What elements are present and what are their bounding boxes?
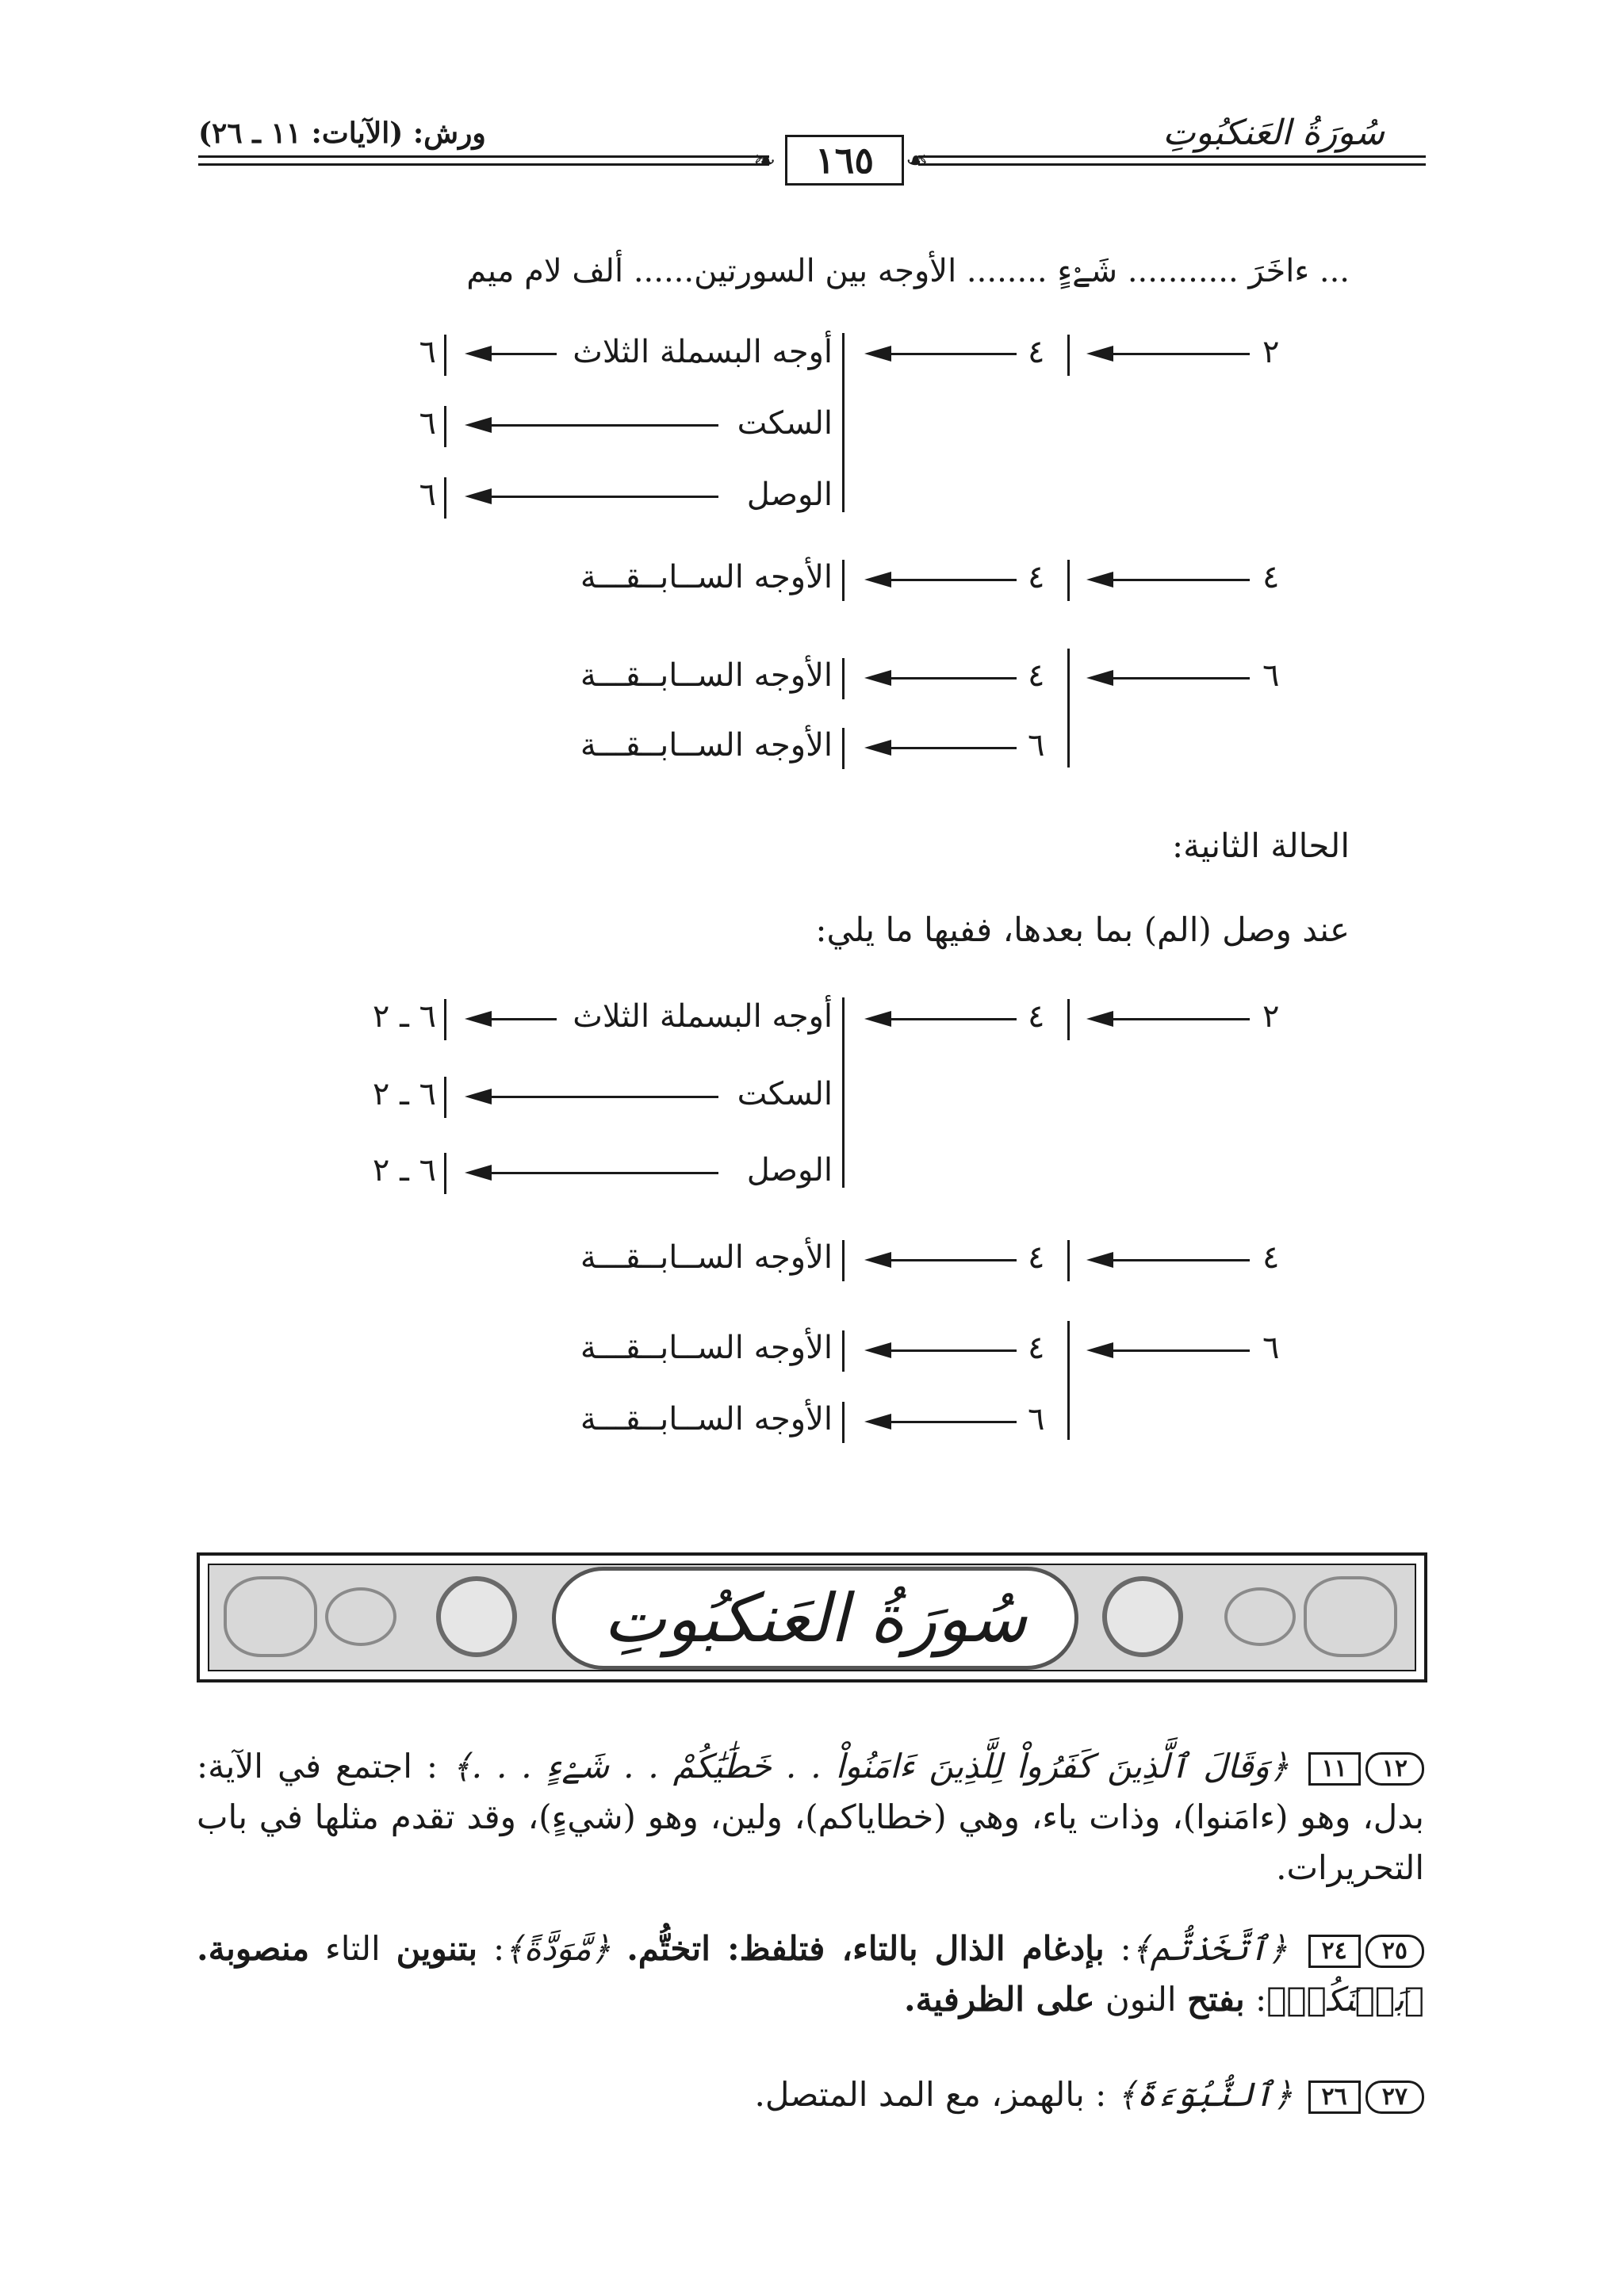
d1-res-arrow-2-head bbox=[465, 417, 492, 433]
d1-col3-bracket-4b bbox=[842, 560, 845, 601]
d2-arrow-c2c-head bbox=[864, 1342, 891, 1358]
surah-banner bbox=[197, 1552, 1427, 1682]
d2-arrow-6-head bbox=[1086, 1342, 1113, 1358]
d2-arrow-c2b-head bbox=[864, 1252, 891, 1268]
d1-res-bracket-1 bbox=[444, 335, 446, 376]
verse-number-warsh: ٢٥ bbox=[1365, 1935, 1424, 1968]
d1-arrow-c2d-head bbox=[864, 740, 891, 756]
quran-quote: ﴿ٱلنُّبُوٓءَةَ﴾ bbox=[1116, 2075, 1293, 2114]
note-text: التاء bbox=[309, 1929, 396, 1968]
d2-res-arrow-1-head bbox=[465, 1011, 492, 1027]
d1-col1-4: ٤ bbox=[1262, 559, 1280, 595]
d1-res-arrow-2-shaft bbox=[488, 424, 718, 427]
d2-arrow-1-shaft bbox=[1110, 1018, 1250, 1020]
quran-quote: ﴿ٱتَّخَذتُّم﴾ bbox=[1131, 1929, 1288, 1968]
d2-result-3: ٦ ـ ٢ bbox=[372, 1152, 436, 1189]
page-number-right-ornament: ❧ bbox=[906, 145, 929, 177]
header-rule-right-top bbox=[918, 155, 1426, 158]
d1-item-wasl: الوصل bbox=[746, 477, 833, 513]
d2-arrow-1-head bbox=[1086, 1011, 1113, 1027]
d2-res-arrow-2-shaft bbox=[488, 1096, 718, 1098]
note-2 bbox=[197, 1924, 1424, 2025]
note-text: النون bbox=[1094, 1980, 1187, 2019]
left-arabesque-ornament bbox=[224, 1576, 317, 1657]
d1-col3-bracket bbox=[842, 333, 845, 512]
d1-arrow-c2d-shaft bbox=[888, 747, 1017, 749]
d2-col3-bracket-6 bbox=[842, 1402, 845, 1443]
quran-quote: ﴿وَقَالَ ٱلَّذِينَ كَفَرُواْ لِلَّذِينَ ءَامَنُواْ . . خَطَٰيَٰكُمْ . . شَےْءٍ . . .﴾ bbox=[452, 1747, 1289, 1786]
note-bold: بتنوين bbox=[396, 1929, 478, 1968]
d2-arrow-c2c-shaft bbox=[888, 1349, 1017, 1352]
d2-item-basmala: أوجه البسملة الثلاث bbox=[573, 998, 833, 1035]
note-text: : بالهمز، مع المد المتصل. bbox=[754, 2075, 1107, 2114]
d2-col1-6: ٦ bbox=[1262, 1330, 1280, 1366]
d2-res-arrow-1-shaft bbox=[488, 1018, 557, 1020]
running-riwaya-range: ورش: (الآيات: ١١ ـ ٢٦) bbox=[198, 117, 486, 150]
d1-arrow-6-shaft bbox=[1110, 677, 1250, 679]
d2-col2-bracket-1 bbox=[1067, 999, 1070, 1040]
d1-arrow-c2a-head bbox=[864, 346, 891, 362]
d1-arrow-c2c-shaft bbox=[888, 677, 1017, 679]
d1-col3-bracket-6 bbox=[842, 728, 845, 769]
intro-line: ... ءاخَرَ ........... شَےْءٍ ........ الأوجه بين السورتين...... ألف لام ميم bbox=[466, 253, 1350, 289]
verse-number-warsh: ٢٧ bbox=[1365, 2081, 1424, 2114]
note-bold: بإدغام الذال بالتاء، فتلفظ: اتختُّم. bbox=[626, 1929, 1105, 1968]
note-bold: على الظرفية. bbox=[903, 1980, 1095, 2019]
d1-arrow-1-head bbox=[1086, 346, 1113, 362]
note-text: : bbox=[1104, 1929, 1132, 1968]
header-rule-right-bottom bbox=[918, 163, 1426, 166]
d1-item-basmala: أوجه البسملة الثلاث bbox=[573, 334, 833, 370]
d1-result-3: ٦ bbox=[419, 477, 436, 513]
left-ring-ornament bbox=[436, 1576, 517, 1657]
note-text: : bbox=[477, 1929, 505, 1968]
d2-col2-bracket-3 bbox=[1067, 1321, 1070, 1440]
d2-col2-4a: ٤ bbox=[1028, 998, 1045, 1035]
quran-quote: ﴿بَيۡنَكُمۡ﴾ bbox=[1266, 1980, 1424, 2019]
section2-intro: عند وصل (الم) بما بعدها، ففيها ما يلي: bbox=[815, 910, 1350, 949]
d2-prev-1: الأوجه الســابــقـــة bbox=[580, 1239, 833, 1276]
d2-col3-bracket-4c bbox=[842, 1330, 845, 1372]
d1-col1-2: ٢ bbox=[1262, 334, 1280, 370]
d2-col2-6: ٦ bbox=[1028, 1401, 1045, 1437]
note-text: : اجتمع في الآية: بدل، وهو (ءامَنوا)، وذات ياء، وهي (خطاياكم)، ولين، وهو (شيءٍ)، وقد تقدم مثلها في باب التحريرات. bbox=[197, 1747, 1424, 1887]
left-arabesque-ornament-inner bbox=[325, 1587, 396, 1646]
verse-number-warsh: ١٢ bbox=[1365, 1752, 1424, 1786]
d2-item-wasl: الوصل bbox=[746, 1152, 833, 1189]
header-rule-left-top bbox=[198, 155, 769, 158]
surah-banner-title: سُورَةُ العَنكبُوتِ bbox=[552, 1567, 1078, 1670]
d1-prev-2: الأوجه الســابــقـــة bbox=[580, 657, 833, 694]
d1-res-bracket-3 bbox=[444, 477, 446, 519]
header-rule-left-bottom bbox=[198, 163, 769, 166]
running-surah-title: سُورَةُ العَنكبُوتِ bbox=[1162, 113, 1385, 153]
d2-res-arrow-3-head bbox=[465, 1165, 492, 1181]
right-arabesque-ornament-inner bbox=[1224, 1587, 1296, 1646]
d1-arrow-4-head bbox=[1086, 572, 1113, 588]
d1-arrow-c2a-shaft bbox=[888, 353, 1017, 355]
d1-col1-6: ٦ bbox=[1262, 657, 1280, 694]
d1-arrow-c2b-shaft bbox=[888, 579, 1017, 581]
note-bold: بفتح bbox=[1186, 1980, 1245, 2019]
d2-res-arrow-3-shaft bbox=[488, 1172, 718, 1174]
d1-prev-1: الأوجه الســابــقـــة bbox=[580, 559, 833, 595]
d1-prev-3: الأوجه الســابــقـــة bbox=[580, 727, 833, 764]
d1-res-arrow-1-head bbox=[465, 346, 492, 362]
quran-quote: ﴿مَّوَدَّةً﴾ bbox=[504, 1929, 611, 1968]
verse-number-hafs: ٢٦ bbox=[1308, 2081, 1361, 2114]
d2-res-bracket-2 bbox=[444, 1077, 446, 1118]
d2-col3-bracket-4b bbox=[842, 1240, 845, 1281]
page-number-left-ornament: ❧ bbox=[753, 145, 776, 177]
d2-col2-4b: ٤ bbox=[1028, 1239, 1045, 1276]
d1-arrow-c2b-head bbox=[864, 572, 891, 588]
d1-item-sakt: السكت bbox=[737, 405, 833, 442]
d2-arrow-c2d-head bbox=[864, 1414, 891, 1430]
d1-arrow-1-shaft bbox=[1110, 353, 1250, 355]
right-ring-ornament bbox=[1102, 1576, 1183, 1657]
d2-arrow-c2a-shaft bbox=[888, 1018, 1017, 1020]
d2-res-bracket-1 bbox=[444, 999, 446, 1040]
d2-col2-bracket-2 bbox=[1067, 1240, 1070, 1281]
d1-arrow-c2c-head bbox=[864, 670, 891, 686]
d1-col2-4b: ٤ bbox=[1028, 559, 1045, 595]
d2-item-sakt: السكت bbox=[737, 1076, 833, 1112]
d1-res-arrow-3-shaft bbox=[488, 496, 718, 498]
d2-result-2: ٦ ـ ٢ bbox=[372, 1076, 436, 1112]
d2-arrow-c2b-shaft bbox=[888, 1259, 1017, 1261]
note-text: : bbox=[1244, 1980, 1267, 2019]
d2-arrow-c2d-shaft bbox=[888, 1421, 1017, 1423]
d2-arrow-6-shaft bbox=[1110, 1349, 1250, 1352]
d2-col3-bracket bbox=[842, 997, 845, 1188]
d2-arrow-4-shaft bbox=[1110, 1259, 1250, 1261]
section2-heading: الحالة الثانية: bbox=[1171, 826, 1350, 865]
note-1 bbox=[197, 1741, 1424, 1893]
d1-col2-bracket-2 bbox=[1067, 560, 1070, 601]
d1-col2-4c: ٤ bbox=[1028, 657, 1045, 694]
right-arabesque-ornament bbox=[1304, 1576, 1397, 1657]
d1-col2-6: ٦ bbox=[1028, 727, 1045, 764]
d2-col1-4: ٤ bbox=[1262, 1239, 1280, 1276]
note-bold: منصوبة. bbox=[197, 1929, 310, 1968]
d2-arrow-c2a-head bbox=[864, 1011, 891, 1027]
verse-number-hafs: ١١ bbox=[1308, 1752, 1361, 1786]
d1-res-bracket-2 bbox=[444, 406, 446, 447]
d1-col2-bracket-1 bbox=[1067, 335, 1070, 376]
d1-res-arrow-1-shaft bbox=[488, 353, 557, 355]
note-3 bbox=[197, 2069, 1424, 2120]
d2-res-arrow-2-head bbox=[465, 1089, 492, 1104]
d1-col2-bracket-3 bbox=[1067, 649, 1070, 768]
d1-arrow-6-head bbox=[1086, 670, 1113, 686]
d1-col2-4a: ٤ bbox=[1028, 334, 1045, 370]
d1-result-2: ٦ bbox=[419, 405, 436, 442]
d2-arrow-4-head bbox=[1086, 1252, 1113, 1268]
d2-result-1: ٦ ـ ٢ bbox=[372, 998, 436, 1035]
banner-ornament-field bbox=[208, 1564, 1416, 1671]
d2-res-bracket-3 bbox=[444, 1153, 446, 1194]
d2-col1-2: ٢ bbox=[1262, 998, 1280, 1035]
verse-number-hafs: ٢٤ bbox=[1308, 1935, 1361, 1968]
d2-prev-3: الأوجه الســابــقـــة bbox=[580, 1401, 833, 1437]
d1-res-arrow-3-head bbox=[465, 488, 492, 504]
d1-col3-bracket-4c bbox=[842, 658, 845, 699]
d2-col2-4c: ٤ bbox=[1028, 1330, 1045, 1366]
d2-prev-2: الأوجه الســابــقـــة bbox=[580, 1330, 833, 1366]
page-number: ١٦٥ bbox=[785, 135, 904, 186]
d1-result-1: ٦ bbox=[419, 334, 436, 370]
d1-arrow-4-shaft bbox=[1110, 579, 1250, 581]
